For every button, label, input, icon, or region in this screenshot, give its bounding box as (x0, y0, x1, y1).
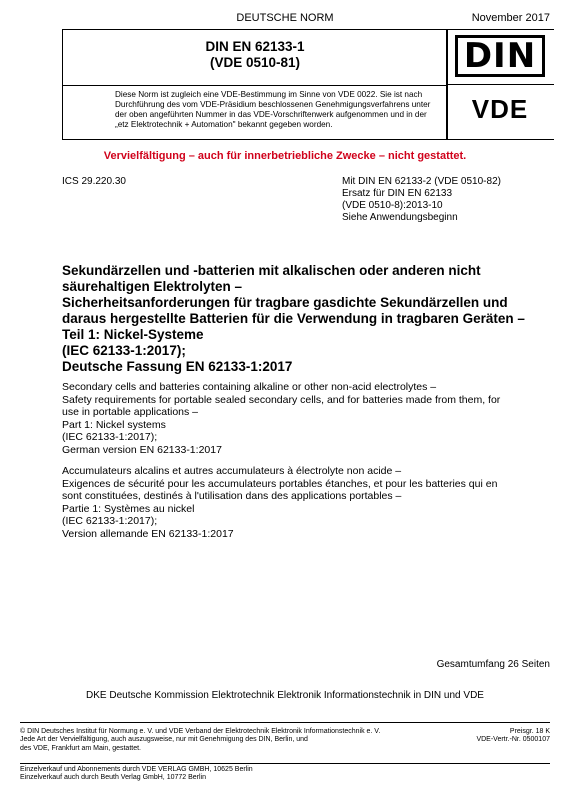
title-en-line: Part 1: Nickel systems (62, 418, 166, 431)
notice-line: Durchführung des vom VDE-Präsidium beschlossenen Genehmigungsverfahrens unter (115, 100, 431, 109)
footer-rule (20, 722, 550, 723)
vde-number: (VDE 0510-81) (209, 55, 301, 70)
vde-logo-text: VDE (471, 94, 529, 124)
rule (446, 29, 554, 30)
reproduction-warning: Vervielfältigung – auch für innerbetriebliche Zwecke – nicht gestattet. (103, 150, 467, 162)
sales-line: Einzelverkauf auch durch Beuth Verlag GmbH, 10772 Berlin (20, 774, 206, 782)
footer-rule (20, 763, 550, 764)
title-de-line: säurehaltigen Elektrolyten – (62, 279, 243, 294)
notice-line: der oben angeführten Nummer in das VDE-Vorschriftenwerk aufgenommen und in der (115, 110, 427, 119)
committee-name: DKE Deutsche Kommission Elektrotechnik Elektronik Informationstechnik in DIN und VDE (86, 690, 484, 701)
publication-date: November 2017 (471, 12, 550, 24)
copyright-line: Jede Art der Vervielfältigung, auch auszugsweise, nur mit Genehmigung des DIN, Berlin, und (20, 736, 308, 744)
rule (446, 139, 554, 140)
title-fr-line: sont constituées, destinés à l'utilisation dans des applications portables – (62, 490, 402, 502)
title-german (62, 263, 552, 375)
replacement-line: (VDE 0510-8):2013-10 (342, 200, 443, 211)
replacement-line: Siehe Anwendungsbeginn (342, 212, 458, 223)
standard-number: DIN EN 62133-1 (205, 39, 305, 54)
copyright-line: des VDE, Frankfurt am Main, gestattet. (20, 744, 141, 752)
replacement-info (342, 176, 501, 224)
notice-line: Diese Norm ist zugleich eine VDE-Bestimmung im Sinne von VDE 0022. Sie ist nach (115, 90, 423, 99)
document-type: DEUTSCHE NORM (236, 12, 334, 24)
title-de-line: Sekundärzellen und -batterien mit alkalischen oder anderen nicht (62, 263, 481, 278)
title-de-line: (IEC 62133-1:2017); (62, 343, 186, 358)
rule (446, 84, 554, 85)
sales-info (20, 766, 253, 783)
ics-code: ICS 29.220.30 (62, 176, 126, 187)
notice-text (63, 84, 447, 130)
sales-line: Einzelverkauf und Abonnements durch VDE VERLAG GMBH, 10625 Berlin (20, 766, 253, 773)
price-info (476, 728, 550, 745)
vde-logo (446, 94, 554, 125)
din-logo-text: DIN (463, 36, 537, 76)
title-english (62, 381, 557, 456)
title-de-line: Sicherheitsanforderungen für tragbare gasdichte Sekundärzellen und (62, 295, 508, 310)
title-fr-line: (IEC 62133-1:2017); (62, 515, 158, 527)
copyright-line: © DIN Deutsches Institut für Normung e. V. und VDE Verband der Elektrotechnik Elektronik Informationstechnik e. V. (20, 728, 381, 735)
price-group: Preisgr. 18 K (509, 728, 550, 735)
title-en-line: (IEC 62133-1:2017); (62, 431, 158, 443)
din-logo (455, 35, 545, 77)
title-de-line: daraus hergestellte Batterien für die Verwendung in tragbaren Geräten – (62, 311, 525, 326)
replacement-line: Ersatz für DIN EN 62133 (342, 188, 453, 199)
replacement-line: Mit DIN EN 62133-2 (VDE 0510-82) (342, 176, 501, 187)
title-en-line: Safety requirements for portable sealed secondary cells, and for batteries made from them, for (62, 393, 501, 406)
title-fr-line: Exigences de sécurité pour les accumulateurs portables étanches, et pour les batteries qui en (62, 477, 498, 490)
notice-box (62, 84, 448, 140)
vde-order-number: VDE-Vertr.-Nr. 0500107 (476, 736, 550, 744)
title-en-line: use in portable applications – (62, 406, 199, 418)
title-de-line: Deutsche Fassung EN 62133-1:2017 (62, 359, 293, 374)
title-en-line: Secondary cells and batteries containing alkaline or other non-acid electrolytes – (62, 381, 437, 393)
title-de-line: Teil 1: Nickel-Systeme (62, 327, 204, 342)
title-fr-line: Version allemande EN 62133-1:2017 (62, 527, 234, 540)
copyright-notice (20, 728, 450, 753)
notice-line: „etz Elektrotechnik + Automation" bekannt gegeben worden. (115, 120, 333, 129)
title-french (62, 465, 557, 540)
title-fr-line: Partie 1: Systèmes au nickel (62, 502, 195, 515)
title-fr-line: Accumulateurs alcalins et autres accumulateurs à électrolyte non acide – (62, 465, 402, 477)
total-pages: Gesamtumfang 26 Seiten (436, 659, 550, 670)
title-box (62, 29, 448, 86)
title-en-line: German version EN 62133-1:2017 (62, 443, 222, 456)
